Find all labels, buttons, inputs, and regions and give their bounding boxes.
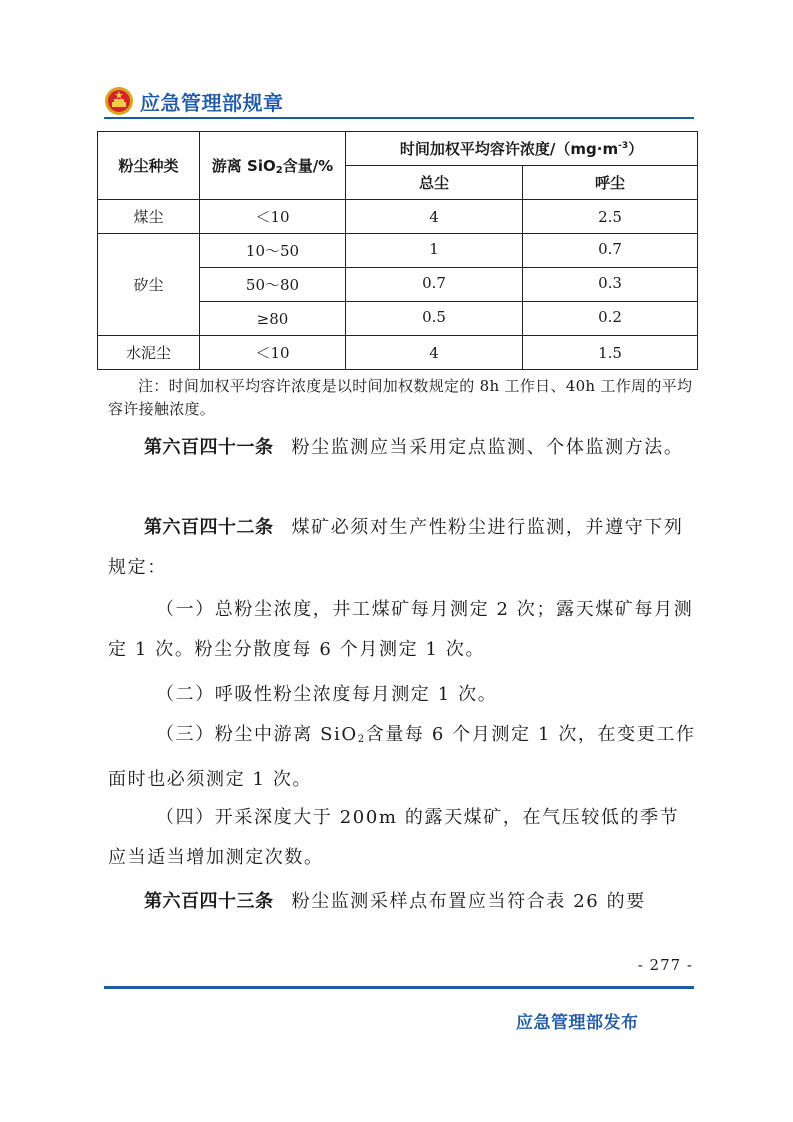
cell-sio2: ＜10: [200, 336, 346, 370]
header-title: 应急管理部规章: [140, 90, 284, 115]
cell-resp: 0.7: [523, 234, 698, 268]
cell-total: 4: [346, 200, 523, 234]
article-643: [108, 882, 698, 922]
table-row: [98, 200, 698, 234]
cell-total: 4: [346, 336, 523, 370]
article-643-text: 粉尘监测采样点布置应当符合表 26 的要: [291, 891, 646, 912]
article-641: [108, 428, 698, 468]
footer-divider: [104, 986, 694, 989]
header-dust-type: 粉尘种类: [98, 132, 200, 200]
article-641-text: 粉尘监测应当采用定点监测、个体监测方法。: [291, 437, 684, 458]
cell-resp: 1.5: [523, 336, 698, 370]
article-642: [108, 508, 698, 588]
table-row: [98, 234, 698, 268]
footer-publisher: 应急管理部发布: [516, 1013, 639, 1033]
cell-dust-type: 煤尘: [98, 200, 200, 234]
table-note: 注：时间加权平均容许浓度是以时间加权数规定的 8h 工作日、40h 工作周的平均容许接触浓度。: [108, 377, 693, 418]
article-643-title: 第六百四十三条: [144, 891, 274, 912]
cell-total: 0.5: [346, 302, 523, 336]
header-total-dust: 总尘: [346, 166, 523, 200]
cell-sio2: 10～50: [200, 234, 346, 268]
cell-total: 1: [346, 234, 523, 268]
cell-resp: 0.3: [523, 268, 698, 302]
header-sio2: 游离 SiO$_2$含量/%: [200, 132, 346, 200]
header-respirable-dust: 呼尘: [523, 166, 698, 200]
cell-resp: 0.2: [523, 302, 698, 336]
article-642-title: 第六百四十二条: [144, 517, 274, 538]
national-emblem-icon: [104, 86, 134, 116]
cell-total: 0.7: [346, 268, 523, 302]
cell-sio2: 50～80: [200, 268, 346, 302]
cell-dust-type: 矽尘: [98, 234, 200, 336]
page-number: - 277 -: [637, 956, 693, 974]
cell-sio2: ≥80: [200, 302, 346, 336]
cell-dust-type: 水泥尘: [98, 336, 200, 370]
header-divider: [104, 117, 694, 119]
article-642-item-2: （二）呼吸性粉尘浓度每月测定 1 次。: [156, 684, 498, 705]
article-642-item-3: （三）粉尘中游离 SiO$_2$含量每 6 个月测定 1 次，在变更工作面时也必须测定 1 次。: [108, 724, 696, 790]
article-642-item-4: （四）开采深度大于 200m 的露天煤矿，在气压较低的季节应当适当增加测定次数。: [108, 807, 680, 868]
cell-sio2: ＜10: [200, 200, 346, 234]
article-642-text: 煤矿必须对生产性粉尘进行监测，并遵守下列规定：: [108, 517, 684, 578]
article-641-title: 第六百四十一条: [144, 437, 274, 458]
dust-concentration-table: [97, 131, 698, 370]
cell-resp: 2.5: [523, 200, 698, 234]
article-642-item-1: （一）总粉尘浓度，井工煤矿每月测定 2 次；露天煤矿每月测定 1 次。粉尘分散度每 6 个月测定 1 次。: [108, 599, 694, 660]
page-header: [104, 84, 284, 118]
header-twa: 时间加权平均容许浓度$/(mg\cdot m^{-3})$: [346, 132, 698, 166]
table-row: [98, 336, 698, 370]
